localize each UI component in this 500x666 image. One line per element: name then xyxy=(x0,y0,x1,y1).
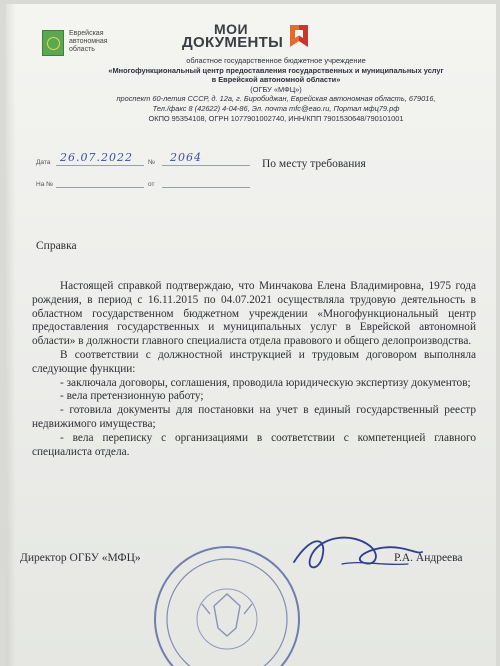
organization-header xyxy=(56,56,496,123)
org-name-cont: в Еврейской автономной области» xyxy=(211,75,341,85)
function-item: - готовила документы для постановки на учет в единый государственный реестр недвижимого имущества; xyxy=(32,404,476,430)
document-body xyxy=(32,280,476,459)
region-logo xyxy=(42,30,125,56)
signatory-position: Директор ОГБУ «МФЦ» xyxy=(20,552,141,564)
reference-number-label: На № xyxy=(36,181,54,188)
body-paragraph-1: Настоящей справкой подтверждаю, что Минчакова Елена Владимировна, 1975 года рождения, в период с 16.11.2015 по 04.07.2021 осуществляла трудовую деятельность в областном государственном бюджетном учреждении «Многофункциональный центр предоставления государственных и муниципальных услуг в Еврейской автономной области» в должности главного специалиста отдела правового и общего делопроизводства. xyxy=(32,280,476,348)
document-title: Справка xyxy=(36,240,77,252)
org-abbrev: (ОГБУ «МФЦ») xyxy=(250,84,302,94)
date-label: Дата xyxy=(36,159,51,166)
function-item: - вела переписку с организациями в соответствии с компетенцией главного специалиста отдела. xyxy=(32,431,476,458)
org-contacts: Тел./факс 8 (42622) 4-04-86, Эл. почта mfc@eao.ru, Портал мфц79.рф xyxy=(152,103,400,113)
mfc-logo xyxy=(182,22,311,50)
region-emblem-icon xyxy=(42,30,64,56)
org-codes: ОКПО 95354108, ОГРН 1077901002740, ИНН/КПП 7901530648/790101001 xyxy=(148,113,404,123)
mfc-logo-text xyxy=(182,22,283,50)
body-paragraph-2: В соответствии с должностной инструкцией и трудовым договором выполняла следующие функции: xyxy=(32,348,476,375)
recipient: По месту требования xyxy=(262,158,366,170)
org-name: «Многофункциональный центр предоставления государственных и муниципальных услуг xyxy=(108,65,444,75)
number-line xyxy=(162,165,250,166)
number-value: 2064 xyxy=(170,151,202,164)
reference-row xyxy=(36,176,256,198)
document-sheet xyxy=(6,4,496,666)
registration-fields xyxy=(36,151,256,198)
region-name: Еврейская автономная область xyxy=(69,30,108,53)
mfc-logo-line1: МОИ xyxy=(214,21,249,37)
org-type: областное государственное бюджетное учреждение xyxy=(186,56,366,65)
reference-number-line xyxy=(56,187,144,188)
date-value: 26.07.2022 xyxy=(60,151,133,164)
mfc-logo-icon xyxy=(287,23,311,49)
mfc-logo-line2: ДОКУМЕНТЫ xyxy=(182,34,284,51)
signatory-name: Р.А. Андреева xyxy=(394,552,463,564)
number-label: № xyxy=(148,159,155,166)
function-item: - заключала договоры, соглашения, проводила юридическую экспертизу документов; xyxy=(60,376,471,389)
function-item: - вела претензионную работу; xyxy=(60,390,204,403)
official-stamp xyxy=(152,544,302,666)
date-line xyxy=(56,165,144,166)
reference-date-line xyxy=(162,187,250,188)
page-shadow xyxy=(6,4,16,666)
org-address: проспект 60-летия СССР, д. 12а, г. Биробиджан, Еврейская автономная область, 679016, xyxy=(116,94,436,104)
reference-date-label: от xyxy=(148,181,155,188)
date-row xyxy=(36,151,256,176)
